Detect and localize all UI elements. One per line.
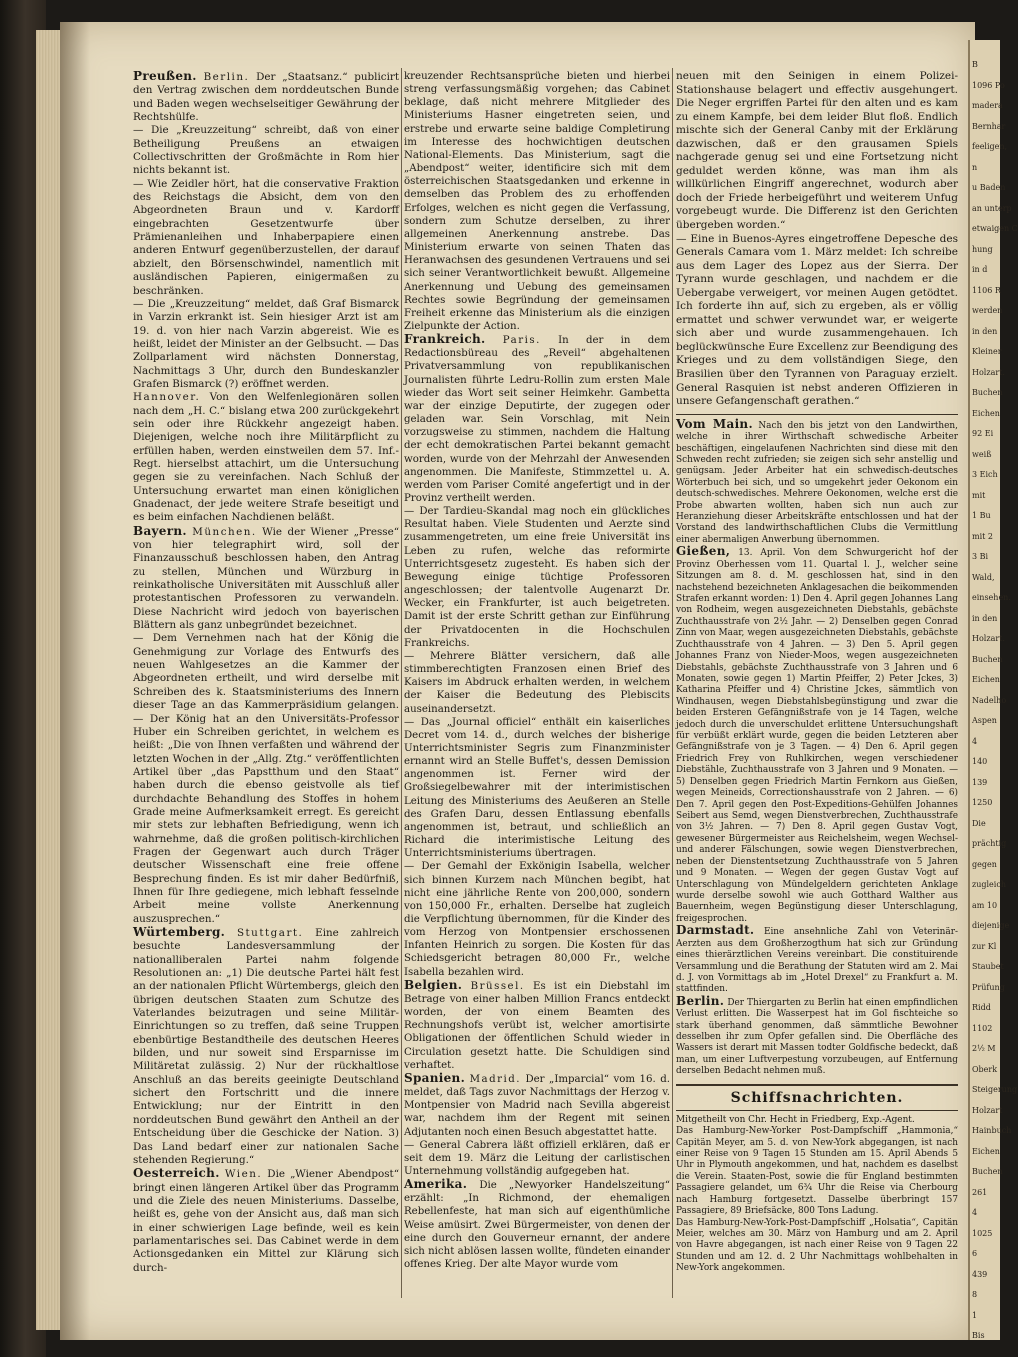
article-paragraph bbox=[676, 416, 958, 547]
article-heading: Vom Main. bbox=[676, 416, 753, 431]
fragment-text: Holzart. bbox=[972, 634, 1005, 643]
article-paragraph bbox=[676, 1115, 958, 1126]
article-text: Wie der Wiener „Presse“ von hier telegraphirt wird, soll der Finanzausschuß beschlossen haben, den Antrag zu stellen, München und Würzburg in reinkatholische Universitäten mit Ausschluß aller protestantischen Professoren zu verwandeln. Diese Nachricht wird jedoch von bayerischen Blättern als ganz unbegründet bezeichnet. bbox=[133, 525, 399, 632]
fragment-text: 261 bbox=[972, 1187, 988, 1197]
article-paragraph bbox=[404, 1139, 670, 1178]
fragment-text: 4 bbox=[972, 1208, 978, 1217]
article-text: — General Cabrera läßt offiziell erklären, daß er seit dem 19. März die Leitung der carlistischen Unternehmung vollständig aufgegeben hat. bbox=[404, 1139, 670, 1177]
article-paragraph bbox=[404, 70, 670, 333]
article-heading: Frankreich. bbox=[404, 332, 486, 347]
article-heading: Oesterreich. bbox=[133, 1166, 220, 1181]
article-text: — Dem Vernehmen nach hat der König die Genehmigung zur Vorlage des Entwurfs des neuen Wahlgesetzes an die Kammer der Abgeordneten ertheilt, und wird derselbe mit Schreiben des k. Staatsministeriums des Innern dieser Tage an das Kammerpräsidium gelangen. — Der König hat an den Universitäts-Professor Huber ein Schreiben gerichtet, in welchem es heißt: „Die von Ihnen verfaßten und während der letzten Wochen in der „Allg. Ztg.“ veröffentlichten Artikel über „das Papstthum und den Staat“ haben durch die ebenso geistvolle als tief durchdachte Behandlung des Stoffes in hohem Grade meine Aufmerksamkeit erregt. Es gereicht mir stets zur lebhaften Befriedigung, wenn ich wahrnehme, daß die großen politisch-kirchlichen Fragen der Gegenwart auch durch Träger deutscher Wissenschaft eine freie offene Besprechung finden. Es ist mir daher Bedürfniß, Ihnen für Ihre gediegene, mich lebhaft fesselnde Arbeit meine vollste Anerkennung auszusprechen.“ bbox=[133, 632, 399, 925]
article-heading: Bayern. bbox=[133, 523, 187, 538]
fragment-text: Buchen bbox=[972, 388, 1003, 397]
article-text: — Wie Zeidler hört, hat die conservative Fraktion des Reichstags die Absicht, dem von den Abgeordneten Braun und v. Kardorff eingebrachten Gesetzentwurfe über Prämienanleihen und Inhaberpapiere einen anderen Entwurf gegenüberzustellen, der darauf abzielt, den Börsenschwindel, namentlich mit ausländischen Papieren, einigermaßen zu beschränken. bbox=[133, 177, 399, 297]
article-paragraph bbox=[404, 333, 670, 505]
fragment-text: etwaigen C bbox=[972, 224, 1018, 233]
section-divider bbox=[676, 1110, 958, 1111]
fragment-text: Eichen bbox=[972, 675, 1000, 684]
article-text: — Die „Kreuzzeitung“ meldet, daß Graf Bismarck in Varzin erkrankt ist. Sein hiesiger Arzt ist am 19. d. von hier nach Varzin abgereist. Wie es heißt, leidet der Minister an der Gelbsucht. — Das Zollparlament wird nächsten Donnerstag, Nachmittags 3 Uhr, durch den Bundeskanzler Grafen Bismarck (?) eröffnet werden. bbox=[133, 297, 399, 390]
article-text: In der in dem Redactionsbüreau des „Reveil“ abgehaltenen Privatversammlung von republikanischen Journalisten führte Ledru-Rollin zum ersten Male wieder das Wort seit seiner Heimkehr. Gambetta war der einzige Deputirte, der zugegen oder geladen war. Sein Vorschlag, mit Nein vorzugsweise zu stimmen, nachdem die Haltung der echt demokratischen Partei bekannt gemacht worden, wurde von der Mehrzahl der Anwesenden angenommen. Die Manifeste, Stimmzettel u. A. werden vom Pariser Comité angefertigt und in der Provinz vertheilt werden. bbox=[404, 335, 670, 504]
article-text: neuen mit den Seinigen in einem Polizei-Stationshause belagert und effectiv ausgehungert. Die Neger ergriffen Partei für den alten und es kam zu einem Kampfe, bei dem leider Blut floß. Endlich mischte sich der General Canby mit der Erklärung dazwischen, daß er den grausamen Spiels nachgerade genug sei und eine Fortsetzung nicht geduldet werden könne, was man ihm als willkürlichen Eingriff angerechnet, wodurch aber doch der Friede herbeigeführt und weiterem Unfug vorgebeugt wurde. Die Differenz ist den Gerichten übergeben worden.“ bbox=[676, 70, 958, 232]
fragment-text: 439 bbox=[972, 1269, 988, 1279]
adjacent-page-fragment bbox=[968, 40, 1018, 1340]
fragment-text: 140 bbox=[972, 757, 988, 766]
fragment-text: Prüfung bbox=[972, 982, 1005, 992]
article-paragraph bbox=[133, 926, 399, 1167]
article-text: Eine ansehnliche Zahl von Veterinär-Aerzten aus dem Großherzogthum hat sich zur Gründung eines thierärztlichen Vereins vereinbart. Die constituirende Versammlung und die Berathung der Statuten wird am 2. Mai d. J. von Vormittags ab im „Hotel Drexel“ zu Frankfurt a. M. stattfinden. bbox=[676, 927, 958, 995]
fragment-text: 1250 bbox=[972, 798, 993, 807]
fragment-text: Die bbox=[972, 818, 986, 828]
section-divider bbox=[676, 1084, 958, 1086]
article-text: Das Hamburg-New-Yorker Post-Dampfschiff „Hammonia,“ Capitän Meyer, am 5. d. von New-York abgegangen, ist nach einer Reise von 9 Tagen 15 Stunden am 15. April Abends 5 Uhr in Plymouth angekommen, und hat, nachdem es daselbst die Verein. Staaten-Post, sowie die für England bestimmten Passagiere gelandet, um 6¾ Uhr die Reise via Cherbourg nach Hamburg fortgesetzt. Dasselbe überbringt 157 Passagiere, 89 Briefsäcke, 800 Tons Ladung. bbox=[676, 1126, 958, 1217]
article-text: Der „Imparcial“ vom 16. d. meldet, daß Tags zuvor Nachmittags der Herzog v. Montpensier von Madrid nach Sevilla abgereist war, nachdem ihm der Regent mit seinen Adjutanten noch einen Besuch abgestattet hatte. bbox=[404, 1073, 670, 1138]
fragment-text: mit bbox=[972, 490, 986, 500]
fragment-text: Bernhar bbox=[972, 121, 1006, 131]
fragment-text: Steigerung bbox=[972, 1085, 1018, 1094]
article-text: — Mehrere Blätter versichern, daß alle stimmberechtigten Franzosen einen Brief des Kaisers im Abdruck erhalten werden, in welchem der Kaiser die Bedeutung des Plebiscits auseinandersetzt. bbox=[404, 650, 670, 715]
article-paragraph bbox=[676, 70, 958, 233]
fragment-text: Wald, bbox=[972, 572, 995, 582]
column-divider bbox=[401, 68, 402, 1298]
article-text: — Der Gemahl der Exkönigin Isabella, welcher sich binnen Kurzem nach München begibt, hat nicht eine jährliche Rente von 200,000, sondern von 150,000 Fr., erhalten. Derselbe hat zugleich die Verpflichtung übernommen, für die Kinder des vom Herzog von Montpensier erschossenen Infanten Heinrich zu sorgen. Die Kosten für das Schiedsgericht betragen 80,000 Fr., welche Isabella bezahlen wird. bbox=[404, 861, 670, 978]
article-text: — Der Tardieu-Skandal mag noch ein glückliches Resultat haben. Viele Studenten und Aerzte sind zusammengetreten, um eine freie Universität ins Leben zu rufen, welche das reformirte Unterrichtsgesetz zugesteht. Es haben sich der Bewegung einige tüchtige Professoren angeschlossen; der talentvolle Augenarzt Dr. Wecker, ein Frankfurter, ist auch beigetreten. Damit ist der erste Schritt gethan zur Einführung der Privatdocenten in die Hochschulen Frankreichs. bbox=[404, 506, 670, 649]
fragment-text: 1025 bbox=[972, 1228, 993, 1238]
article-paragraph bbox=[133, 632, 399, 926]
fragment-text: 139 bbox=[972, 777, 988, 787]
dateline: Madrid. bbox=[469, 1073, 521, 1085]
fragment-text: u Baden bbox=[972, 183, 1006, 192]
article-text: 13. April. Von dem Schwurgericht hof der Provinz Oberhessen vom 11. Quartal l. J., welcher seine Sitzungen am 8. d. M. geschlossen hat, sind in den nachstehend bezeichneten Anklagesachen die beikommenden Strafen erkannt worden: 1) Den 4. April gegen Johannes Lang von Rodheim, wegen ausgezeichneten Diebstahls, gebächste Zuchthausstrafe von 2½ Jahr. — 2) Denselben gegen Conrad Zinn von Maar, wegen ausgezeichneten Diebstahls, gebächste Zuchthausstrafe von 4 Jahren. — 3) Den 5. April gegen Johannes Franz von Nieder-Moos, wegen ausgezeichneten Diebstahls, gebächste Zuchthausstrafe von 3 Jahren und 6 Monaten, sowie gegen 1) Martin Pfeiffer, 2) Peter Jckes, 3) Katharina Pfeiffer und 4) Christine Jckes, sämmtlich von Windhausen, wegen Diebstahlsbegünstigung und zwar die beiden Ersteren Gefängnißstrafe von je 14 Tagen, welche jedoch durch die unverschuldet erlittene Untersuchungshaft für verbüßt erklärt wurde, gegen die beiden Letzteren aber Gefängnißstrafe von je 3 Tagen. — 4) Den 6. April gegen Friedrich Frey von Ruhlkirchen, wegen verschiedener Diebstähle, Zuchthausstrafe von 3 Jahren und 9 Monaten. — 5) Denselben gegen Friedrich Martin Fernkorn aus Gießen, wegen Meineids, Correctionshausstrafe von 2 Jahren. — 6) Den 7. April gegen den Post-Expeditions-Gehülfen Johannes Seibert aus Semd, wegen Dienstverbrechen, Zuchthausstrafe von 3½ Jahren. — 7) Den 8. April gegen Gustav Vogt, gewesener Bürgermeister aus Reichelsheim, wegen Wechsel- und anderer Fälschungen, sowie wegen Dienstverbrechen, neben der Dienstentsetzung Zuchthausstrafe von 5 Jahren und 9 Monaten. — Wegen der gegen Gustav Vogt auf Unterschlagung von Mündelgeldern gerichteten Anklage wurde derselbe sowohl wie auch Gotthard Walther aus Bauernheim, wegen Begünstigung dieser Unterschlagung, freigesprochen. bbox=[676, 548, 958, 924]
fragment-text: Eichen bbox=[972, 408, 1000, 418]
article-paragraph bbox=[404, 1072, 670, 1139]
fragment-text: mit 2 bbox=[972, 531, 993, 541]
fragment-text: 1102 bbox=[972, 1023, 993, 1033]
fragment-text: am 10 bbox=[972, 900, 998, 910]
article-paragraph bbox=[404, 1178, 670, 1271]
article-paragraph bbox=[676, 546, 958, 925]
article-paragraph bbox=[133, 178, 399, 298]
fragment-text: 1 bbox=[972, 1310, 978, 1320]
fragment-text: 1096 Po bbox=[972, 80, 1005, 90]
article-heading: Belgien. bbox=[404, 977, 463, 992]
article-heading: Darmstadt. bbox=[676, 923, 755, 938]
fragment-text: n bbox=[972, 162, 978, 172]
fragment-text: B bbox=[972, 60, 978, 69]
article-paragraph bbox=[404, 650, 670, 716]
article-heading: Würtemberg. bbox=[133, 925, 226, 939]
fragment-text: 4 bbox=[972, 736, 978, 746]
fragment-text: diejenige bbox=[972, 921, 1010, 930]
fragment-text: werden bbox=[972, 306, 1003, 315]
article-text: Das Hamburg-New-York-Post-Dampfschiff „Holsatia“, Capitän Meier, welches am 30. März von Hamburg und am 2. April von Havre abgegangen, ist nach einer Reise von 9 Tagen 22 Stunden und am 12. d. 2 Uhr Nachmittags wohlbehalten in New-York angekommen. bbox=[676, 1217, 958, 1274]
article-text: — Eine in Buenos-Ayres eingetroffene Depesche des Generals Camara vom 1. März meldet: Ich schreibe aus dem Lager des Lopez aus der Sierra. Der Tyrann wurde geschlagen, und nachdem er die Uebergabe verweigert, vor meinen Augen getödtet. Ich forderte ihn auf, sich zu ergeben, als er völlig ermattet und schwer verwundet war, er weigerte sich aber und wurde zusammengehauen. Ich beglückwünsche Eure Excellenz zur Beendigung des Krieges und zu dem vollständigen Siege, den Brasilien über den Tyrannen von Paraguay erzielt. General Rasquien ist nebst anderen Offizieren in unsere Gefangenschaft gerathen.“ bbox=[676, 232, 958, 408]
article-paragraph bbox=[404, 860, 670, 978]
article-text: — Das „Journal officiel“ enthält ein kaiserliches Decret vom 14. d., durch welches der bisherige Unterrichtsminister Segris zum Finanzminister ernannt wird an Stelle Buffet's, dessen Demission angenommen ist. Ferner wird der Großsiegelbewahrer mit der interimistischen Leitung des Ministeriums des Aeußeren an Stelle des Grafen Daru, dessen Entlassung ebenfalls angenommen ist, betraut, und schließlich an Richard die interimistische Leitung des Unterrichtsministeriums übertragen. bbox=[404, 716, 670, 860]
article-heading: Gießen, bbox=[676, 544, 731, 559]
fragment-text: Ridd bbox=[972, 1003, 991, 1012]
fragment-text: in den bbox=[972, 613, 998, 623]
fragment-text: Buchen bbox=[972, 1167, 1003, 1176]
article-paragraph bbox=[404, 716, 670, 861]
column-2 bbox=[404, 70, 670, 1271]
fragment-text: weiß bbox=[972, 449, 992, 459]
fragment-text: in d bbox=[972, 265, 988, 274]
article-heading: Preußen. bbox=[133, 69, 197, 83]
article-paragraph bbox=[676, 1126, 958, 1217]
article-heading: Berlin. bbox=[676, 993, 725, 1008]
article-text: Es ist ein Diebstahl im Betrage von einer halben Million Francs entdeckt worden, der von einem Beamten des Rechnungshofs verübt ist, welcher amortisirte Obligationen der öffentlichen Schuld wieder in Circulation gesetzt hatte. Die Schuldigen sind verhaftet. bbox=[404, 980, 670, 1071]
section-title: Schiffsnachrichten. bbox=[730, 1089, 904, 1106]
fragment-text: 8 bbox=[972, 1290, 978, 1299]
fragment-text: 2½ M bbox=[972, 1044, 996, 1053]
article-paragraph bbox=[404, 505, 670, 650]
article-heading: Amerika. bbox=[404, 1177, 468, 1192]
fragment-text: zur Kl bbox=[972, 941, 997, 951]
article-paragraph bbox=[404, 979, 670, 1072]
fragment-text: gegen bbox=[972, 859, 997, 869]
fragment-text: Holzart. bbox=[972, 367, 1005, 377]
dateline: Wien. bbox=[224, 1168, 263, 1181]
fragment-text: Oberk bbox=[972, 1064, 998, 1074]
dateline: Brüssel. bbox=[470, 980, 525, 992]
section-divider bbox=[676, 414, 958, 415]
article-text: Mitgetheilt von Chr. Hecht in Friedberg, Exp.-Agent. bbox=[676, 1114, 915, 1125]
article-paragraph bbox=[133, 391, 399, 524]
article-paragraph bbox=[133, 525, 399, 633]
article-paragraph bbox=[676, 1218, 958, 1275]
gutter-shadow bbox=[60, 22, 90, 1340]
article-paragraph bbox=[676, 993, 958, 1078]
article-text: — Die „Kreuzzeitung“ schreibt, daß von einer Betheiligung Preußens an etwaigen Collectivschritten der Großmächte in Rom hier nichts bekannt ist. bbox=[133, 124, 399, 177]
article-paragraph bbox=[133, 1167, 399, 1275]
fragment-text: prächtig bbox=[972, 839, 1007, 848]
fragment-text: Bis bbox=[972, 1331, 985, 1340]
dateline: München. bbox=[192, 525, 257, 538]
fragment-text: feeligen, bbox=[972, 142, 1008, 151]
dateline: Berlin. bbox=[203, 71, 250, 83]
fragment-text: in den bbox=[972, 326, 998, 336]
fragment-text: 6 bbox=[972, 1249, 978, 1258]
article-text: kreuzender Rechtsansprüche bieten und hierbei streng verfassungsmäßig vorgehen; das Cabinet beklage, daß nicht mehrere Mitglieder des Ministeriums Hasner eingetreten seien, und erstrebe und erwarte seine baldige Completirung im Interesse des hochwichtigen deutschen National-Elements. Das Ministerium, sagt die „Abendpost“ weiter, identificire sich mit dem österreichischen Staatsgedanken und erkenne in demselben das Problem des zu erhoffenden Erfolges, welchen es nicht gegen die Verfassung, sondern zum Schutze derselben, zu ihrer allgemeinen Anerkennung anstrebe. Das Ministerium erwarte von seinen Thaten das Heranwachsen des gesundenen Vertrauens und sei sich seiner Verantwortlichkeit bewußt. Allgemeine Anerkennung und Uebung des gemeinsamen Rechtes sowie Begründung der gemeinsamen Freiheit erkenne das Ministerium als die einzigen Zielpunkte der Action. bbox=[404, 71, 670, 332]
fragment-text: hung bbox=[972, 244, 993, 254]
article-paragraph bbox=[133, 124, 399, 177]
fragment-text: Aspen bbox=[972, 716, 997, 725]
column-1 bbox=[133, 70, 399, 1275]
column-divider bbox=[672, 68, 673, 1298]
fragment-text: 1106 R bbox=[972, 285, 1001, 295]
article-paragraph bbox=[133, 70, 399, 124]
fragment-text: Nadelho bbox=[972, 695, 1007, 705]
fragment-text: Kleiner bbox=[972, 347, 1002, 356]
article-text: Der „Staatsanz.“ publicirt den Vertrag zwischen dem norddeutschen Bunde und Baden wegen wechselseitiger Gewährung der Rechtshülfe. bbox=[133, 71, 399, 124]
fragment-text: Hainbuch bbox=[972, 1126, 1012, 1135]
article-paragraph bbox=[676, 233, 958, 409]
article-heading: Spanien. bbox=[404, 1070, 466, 1085]
fragment-text: zugleich bbox=[972, 880, 1006, 889]
fragment-text: an unterp bbox=[972, 203, 1012, 213]
article-paragraph bbox=[133, 298, 399, 391]
fragment-text: Eichen bbox=[972, 1146, 1000, 1156]
column-3 bbox=[676, 70, 958, 1275]
fragment-text: 3 Eich bbox=[972, 470, 998, 479]
article-paragraph bbox=[676, 925, 958, 996]
article-text: Von den Welfenlegionären sollen nach dem „H. C.“ bislang etwa 200 zurückgekehrt sein oder ihre Rückkehr angezeigt haben. Diejenigen, welche noch ihre Militärpflicht zu erfüllen haben, werden einstweilen dem 57. Inf.-Regt. hierselbst attachirt, um die Untersuchung gegen sie zu vereinfachen. Nach Schluß der Untersuchung erwartet man einen königlichen Gnadenact, der jede weitere Strafe beseitigt und es beim einfachen Nachdienen beläßt. bbox=[133, 391, 399, 524]
fragment-text: Buchen bbox=[972, 654, 1003, 664]
fragment-text: 1 Bu bbox=[972, 511, 991, 520]
fragment-text: madera bbox=[972, 101, 1003, 110]
article-text: Die „Newyorker Handelszeitung“ erzählt: „In Richmond, der ehemaligen Rebellenfeste, hat man sich auf eigenthümliche Weise amüsirt. Zwei Bürgermeister, von denen der eine durch den Gouverneur ernannt, der andere sich nicht ablösen lassen wollte, fündeten einander offenes Krieg. Der alte Mayor wurde vom bbox=[404, 1180, 670, 1271]
fragment-text: Holzart bbox=[972, 1105, 1003, 1115]
fragment-text: 92 Ei bbox=[972, 429, 994, 438]
article-text: Eine zahlreich besuchte Landesversammlung der nationalliberalen Partei nahm folgende Resolutionen an: „1) Die deutsche Partei hält fest an der nationalen Pflicht Würtembergs, gleich den übrigen deutschen Staaten zum Schutze des Vaterlandes beizutragen und seine Militär-Einrichtungen so zu treffen, daß seine Truppen ebenbürtige Bestandtheile des deutschen Heeres bilden, und nur soweit sind Ersparnisse im Militäretat zulässig. 2) Nur der rückhaltlose Anschluß an das bereits geeinigte Deutschland sichert den Fortschritt und die innere Entwicklung; nur der Eintritt in den norddeutschen Bund gewährt den Antheil an der Entscheidung über die Geschicke der Nation. 3) Das Land bedarf einer zur nationalen Sache stehenden Regierung.“ bbox=[133, 927, 399, 1166]
dateline: Stuttgart. bbox=[236, 927, 304, 939]
dateline: Hannover. bbox=[133, 391, 201, 404]
fragment-text: einsehen. bbox=[972, 593, 1011, 602]
article-text: Nach den bis jetzt von den Landwirthen, welche in ihrer Wirthschaft schwedische Arbeiter beschäftigen, eingelaufenen Nachrichten sind diese mit den Schweden recht zufrieden; sie zeigen sich sehr anstellig und genügsam. Jeder Arbeiter hat ein schwedisch-deutsches Wörterbuch bei sich, und so umgekehrt jeder Oekonom ein deutsch-schwedisches. Mehrere Oekonomen, welche erst die Probe abwarten wollten, haben sich nun auch zur Heranziehung dieser Arbeitskräfte entschlossen und hat der Vorstand des landwirthschaftlichen Clubs die Vermittlung einer abermaligen Anwerbung übernommen. bbox=[676, 420, 958, 545]
article-text: Die „Wiener Abendpost“ bringt einen längeren Artikel über das Programm und die Ziele des neuen Ministeriums. Dasselbe, heißt es, gehe von der Ansicht aus, daß man sich in einer schwierigen Lage befinde, weil es kein parlamentarisches sei. Das Cabinet werde in dem Actionsgedanken ein Mittel zur Klärung sich durch- bbox=[133, 1168, 399, 1274]
article-text: Der Thiergarten zu Berlin hat einen empfindlichen Verlust erlitten. Die Wasserpest hat im Gol fischteiche so stark überhand genommen, daß sämmtliche Bewohner desselben ihr zum Opfer gefallen sind. Die Oberfläche des Wassers ist derart mit Massen todter Goldfische bedeckt, daß man, um einer Luftverpestung vorzubeugen, auf Entfernung derselben Bedacht nehmen muß. bbox=[676, 997, 958, 1077]
fragment-text: 3 Bi bbox=[972, 552, 989, 561]
dateline: Paris. bbox=[502, 335, 541, 347]
fragment-text: Staubet bbox=[972, 962, 1004, 971]
